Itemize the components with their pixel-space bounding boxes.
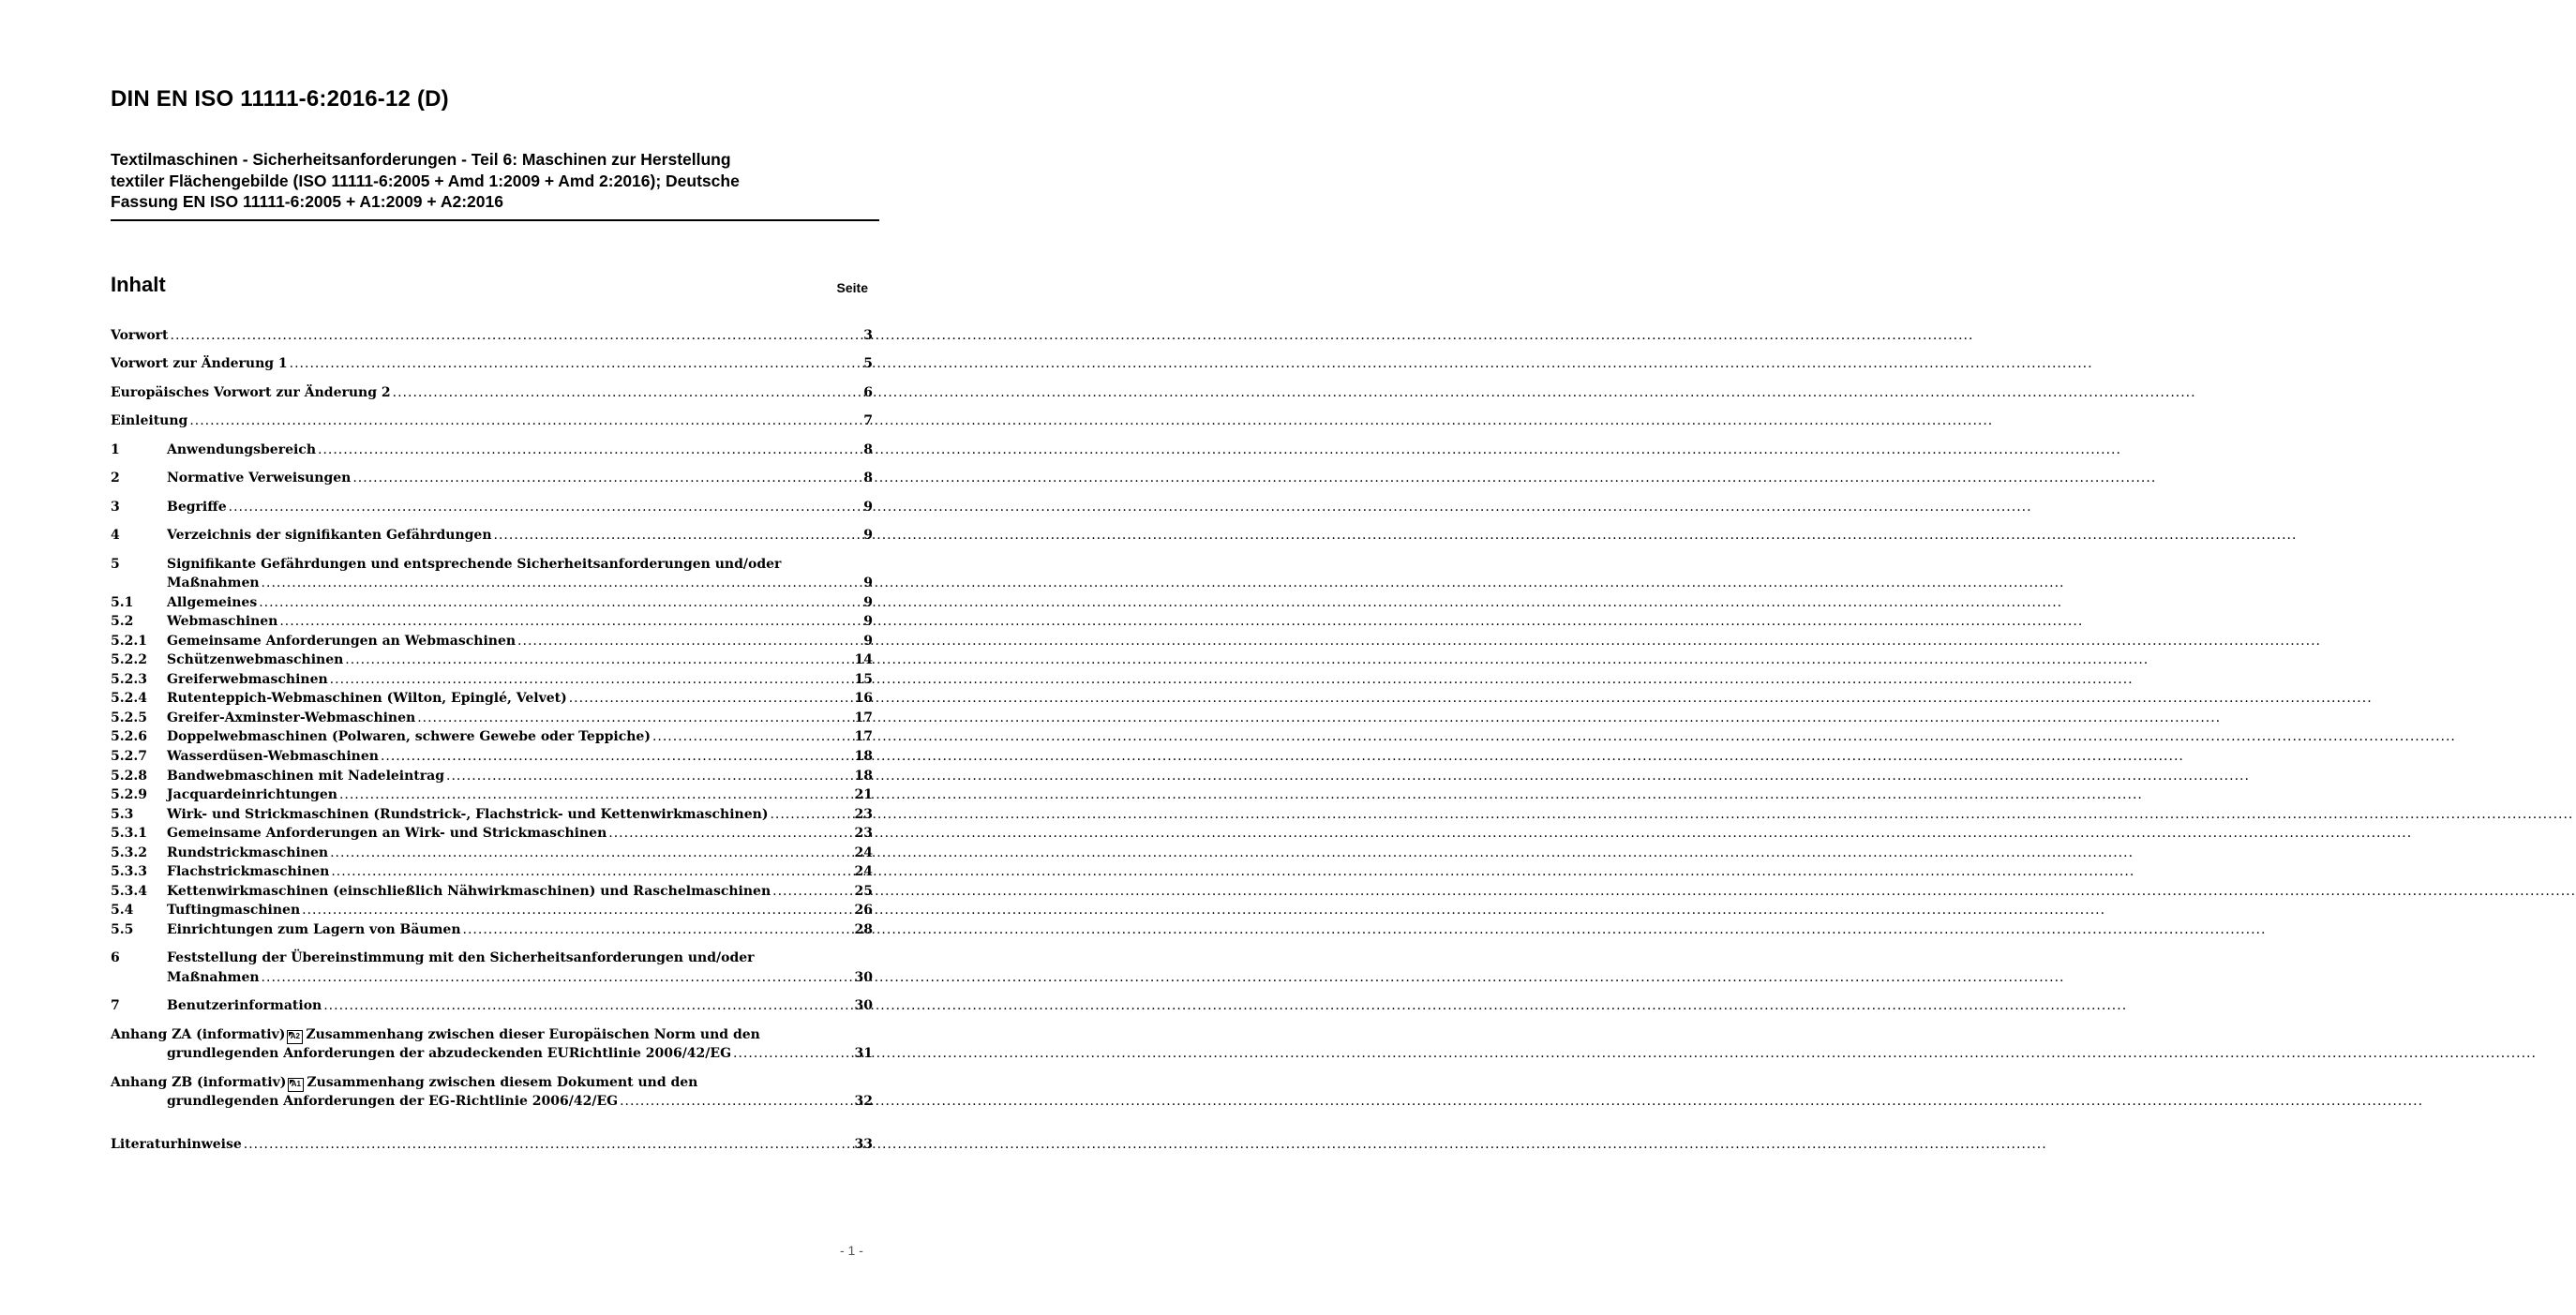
leader-dots <box>279 612 861 631</box>
toc-entry-number: 6 <box>111 950 120 965</box>
toc-entry-number: 5.2.7 <box>111 749 147 764</box>
toc-entry-page: 18 <box>854 769 873 784</box>
toc-entry-page: 17 <box>854 729 873 744</box>
toc-entry[interactable] <box>111 727 873 746</box>
toc-entry-page: 17 <box>854 710 873 725</box>
toc-entry-number: 5.2.3 <box>111 672 147 687</box>
toc-entry-number: 5.2.9 <box>111 787 147 802</box>
toc-entry-page: 18 <box>854 749 873 764</box>
toc-entry[interactable] <box>111 709 873 727</box>
toc-entry-page: 25 <box>854 884 873 899</box>
leader-dots <box>381 747 853 766</box>
toc-entry[interactable] <box>111 920 873 939</box>
toc-entry[interactable] <box>111 862 873 881</box>
toc-entry[interactable] <box>111 593 873 612</box>
toc-entry-title: Europäisches Vorwort zur Änderung 2 <box>111 385 391 400</box>
toc-entry[interactable] <box>111 785 873 804</box>
toc-entry-title-line1: Signifikante Gefährdungen und entsprechende Sicherheitsanforderungen und/oder <box>167 557 782 572</box>
toc-entry-page: 7 <box>863 413 873 428</box>
toc-entry[interactable] <box>111 767 873 785</box>
leader-dots <box>772 882 852 901</box>
leader-dots <box>733 1044 852 1063</box>
toc-entry-title: Jacquardeinrichtungen <box>167 787 337 802</box>
toc-entry-number: 5.3.2 <box>111 845 147 860</box>
toc-entry-page: 23 <box>854 826 873 841</box>
leader-dots <box>302 901 852 919</box>
toc-entry-title: Vorwort <box>111 328 169 343</box>
toc-entry-page: 33 <box>854 1137 873 1152</box>
toc-entry-page: 9 <box>863 614 873 629</box>
toc-entry-number: 1 <box>111 442 120 457</box>
leader-dots <box>517 632 861 650</box>
table-of-contents <box>0 0 930 1315</box>
leader-dots <box>330 670 853 689</box>
toc-entry-title: grundlegenden Anforderungen der EG-Richtlinie 2006/42/EG <box>167 1094 619 1109</box>
document-title: DIN EN ISO 11111-6:2016-12 (D) <box>111 86 449 112</box>
toc-entry-number: 5.2.1 <box>111 634 147 649</box>
toc-entry-title: Rundstrickmaschinen <box>167 845 329 860</box>
toc-entry-first-line[interactable] <box>111 949 879 967</box>
toc-entry-page: 9 <box>863 634 873 649</box>
toc-entry-title: Einrichtungen zum Lagern von Bäumen <box>167 922 461 937</box>
toc-entry-title: Greiferwebmaschinen <box>167 672 328 687</box>
annex-prefix: Anhang ZA (informativ) <box>111 1027 286 1042</box>
toc-entry-title: Wasserdüsen-Webmaschinen <box>167 749 379 764</box>
toc-entry-page: 3 <box>863 328 873 343</box>
leader-dots <box>608 824 852 843</box>
leader-dots <box>620 1092 852 1111</box>
toc-page-column-label: Seite <box>836 280 868 295</box>
toc-entry-title: Anwendungsbereich <box>167 442 316 457</box>
toc-entry[interactable] <box>111 469 873 487</box>
leader-dots <box>262 968 853 987</box>
toc-entry-title-line1: Zusammenhang zwischen dieser Europäischen Norm und den <box>306 1027 760 1042</box>
leader-dots <box>331 862 852 881</box>
page-number: - 1 - <box>840 1243 863 1258</box>
toc-entry[interactable] <box>111 689 873 708</box>
leader-dots <box>262 574 862 592</box>
toc-entry-page: 21 <box>854 787 873 802</box>
toc-entry-page: 23 <box>854 807 873 822</box>
toc-entry-page: 16 <box>854 691 873 706</box>
leader-dots <box>417 709 852 727</box>
toc-entry-first-line[interactable] <box>111 1073 823 1092</box>
toc-entry[interactable] <box>111 1092 873 1111</box>
toc-entry-number: 2 <box>111 471 120 486</box>
toc-entry-number: 5 <box>111 557 120 572</box>
toc-entry-page: 30 <box>854 998 873 1013</box>
toc-entry-title: Begriffe <box>167 500 227 515</box>
toc-entry[interactable] <box>111 747 873 766</box>
toc-entry[interactable] <box>111 1135 873 1154</box>
leader-dots <box>345 650 852 669</box>
leader-dots <box>770 805 852 824</box>
toc-entry-number: 5.3.4 <box>111 884 147 899</box>
toc-entry[interactable] <box>111 526 873 545</box>
toc-entry-page: 6 <box>863 385 873 400</box>
toc-entry-number: 5.3 <box>111 807 134 822</box>
toc-entry-title: Bandwebmaschinen mit Nadeleintrag <box>167 769 445 784</box>
toc-entry[interactable] <box>111 670 873 689</box>
toc-entry-page: 9 <box>863 500 873 515</box>
toc-entry[interactable] <box>111 1044 873 1063</box>
toc-entry[interactable] <box>111 326 873 345</box>
toc-entry[interactable] <box>111 901 873 919</box>
toc-entry-page: 8 <box>863 442 873 457</box>
toc-entry-title: Vorwort zur Änderung 1 <box>111 356 288 371</box>
toc-entry[interactable] <box>111 354 873 373</box>
toc-entry-title: grundlegenden Anforderungen der abzudeckenden EURichtlinie 2006/42/EG <box>167 1046 732 1061</box>
toc-entry-number: 5.2.4 <box>111 691 147 706</box>
toc-entry-page: 31 <box>854 1046 873 1061</box>
toc-entry-title: Einleitung <box>111 413 188 428</box>
toc-entry-number: 5.2 <box>111 614 134 629</box>
toc-entry[interactable] <box>111 574 873 592</box>
toc-entry-title: Kettenwirkmaschinen (einschließlich Nähwirkmaschinen) und Raschelmaschinen <box>167 884 771 899</box>
toc-entry-title-line1: Feststellung der Übereinstimmung mit den Sicherheitsanforderungen und/oder <box>167 950 755 965</box>
toc-entry-first-line[interactable] <box>111 1025 823 1044</box>
leader-dots <box>323 996 852 1015</box>
leader-dots <box>229 498 862 516</box>
toc-entry-title: Literaturhinweise <box>111 1137 242 1152</box>
leader-dots <box>494 526 862 545</box>
toc-entry[interactable] <box>111 612 873 631</box>
toc-entry-number: 7 <box>111 998 120 1013</box>
toc-entry-title: Maßnahmen <box>167 970 260 985</box>
toc-entry-first-line[interactable] <box>111 555 879 574</box>
annex-prefix: Anhang ZB (informativ) <box>111 1075 287 1090</box>
toc-entry-title: Greifer-Axminster-Webmaschinen <box>167 710 416 725</box>
subtitle-line: Fassung EN ISO 11111-6:2005 + A1:2009 + A2:2016 <box>111 192 503 211</box>
subtitle-line: Textilmaschinen - Sicherheitsanforderungen - Teil 6: Maschinen zur Herstellung <box>111 150 731 169</box>
leader-dots <box>244 1135 853 1154</box>
leader-dots <box>330 844 852 862</box>
subtitle-line: textiler Flächengebilde (ISO 11111-6:2005 + Amd 1:2009 + Amd 2:2016); Deutsche <box>111 171 740 190</box>
leader-dots <box>569 689 853 708</box>
toc-entry-number: 5.2.8 <box>111 769 147 784</box>
toc-entry-title: Flachstrickmaschinen <box>167 864 330 879</box>
toc-entry[interactable] <box>111 383 873 402</box>
toc-entry[interactable] <box>111 632 873 650</box>
toc-entry-page: 26 <box>854 903 873 918</box>
toc-entry[interactable] <box>111 996 873 1015</box>
leader-dots <box>171 326 862 345</box>
toc-entry[interactable] <box>111 824 873 843</box>
toc-entry-page: 24 <box>854 864 873 879</box>
toc-entry[interactable] <box>111 498 873 516</box>
toc-entry-page: 9 <box>863 575 873 590</box>
document-page <box>0 0 930 1315</box>
toc-entry-page: 24 <box>854 845 873 860</box>
leader-dots <box>290 354 862 373</box>
toc-entry-page: 14 <box>854 652 873 667</box>
toc-entry-title: Schützenwebmaschinen <box>167 652 344 667</box>
toc-entry[interactable] <box>111 411 873 430</box>
toc-entry-title: Verzeichnis der signifikanten Gefährdungen <box>167 528 492 543</box>
toc-entry-title: Gemeinsame Anforderungen an Webmaschinen <box>167 634 517 649</box>
toc-entry-number: 3 <box>111 500 120 515</box>
leader-dots <box>352 469 861 487</box>
toc-entry-title: Doppelwebmaschinen (Polwaren, schwere Gewebe oder Teppiche) <box>167 729 651 744</box>
toc-entry-title: Rutenteppich-Webmaschinen (Wilton, Epinglé, Velvet) <box>167 691 567 706</box>
toc-entry[interactable] <box>111 968 873 987</box>
toc-entry-page: 9 <box>863 528 873 543</box>
leader-dots <box>189 411 861 430</box>
toc-entry-page: 32 <box>854 1094 873 1109</box>
toc-entry-number: 5.3.1 <box>111 826 147 841</box>
leader-dots <box>652 727 853 746</box>
leader-dots <box>393 383 862 402</box>
toc-entry[interactable] <box>111 805 873 824</box>
toc-entry-title-line1: Zusammenhang zwischen diesem Dokument und den <box>307 1075 698 1090</box>
toc-entry-title: Maßnahmen <box>167 575 260 590</box>
leader-dots <box>339 785 853 804</box>
toc-entry-page: 9 <box>863 595 873 610</box>
toc-entry-number: 5.4 <box>111 903 134 918</box>
toc-entry[interactable] <box>111 844 873 862</box>
toc-entry-title: Wirk- und Strickmaschinen (Rundstrick-, Flachstrick- und Kettenwirkmaschinen) <box>167 807 769 822</box>
toc-entry[interactable] <box>111 650 873 669</box>
amendment-marker-icon: A2 <box>287 1030 303 1044</box>
toc-heading: Inhalt <box>111 273 166 296</box>
toc-entry-title: Tuftingmaschinen <box>167 903 301 918</box>
toc-entry-title: Normative Verweisungen <box>167 471 352 486</box>
toc-entry-title: Gemeinsame Anforderungen an Wirk- und Strickmaschinen <box>167 826 607 841</box>
toc-entry-page: 8 <box>863 471 873 486</box>
toc-entry-title: Benutzerinformation <box>167 998 322 1013</box>
toc-entry-number: 5.1 <box>111 595 134 610</box>
toc-entry-number: 5.3.3 <box>111 864 147 879</box>
toc-entry-number: 5.2.6 <box>111 729 147 744</box>
toc-entry[interactable] <box>111 882 873 901</box>
toc-entry-title: Allgemeines <box>167 595 258 610</box>
toc-entry-page: 28 <box>854 922 873 937</box>
leader-dots <box>259 593 861 612</box>
leader-dots <box>446 767 853 785</box>
toc-entry-number: 5.2.2 <box>111 652 147 667</box>
leader-dots <box>318 441 861 459</box>
toc-entry-number: 5.5 <box>111 922 134 937</box>
toc-entry-page: 5 <box>863 356 873 371</box>
toc-entry-page: 15 <box>854 672 873 687</box>
toc-entry-title: Webmaschinen <box>167 614 278 629</box>
toc-entry-number: 4 <box>111 528 120 543</box>
toc-entry-number: 5.2.5 <box>111 710 147 725</box>
leader-dots <box>463 920 853 939</box>
toc-entry-page: 30 <box>854 970 873 985</box>
toc-entry[interactable] <box>111 441 873 459</box>
amendment-marker-icon: A1 <box>288 1078 304 1092</box>
